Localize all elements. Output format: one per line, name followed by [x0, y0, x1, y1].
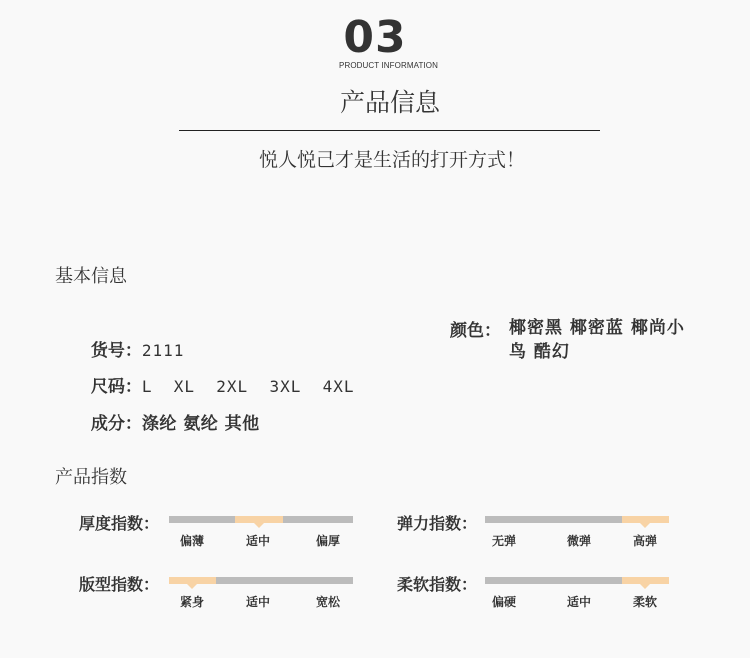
section-number: 03	[343, 12, 407, 63]
thickness-tick-low: 偏薄	[180, 534, 205, 548]
color-label: 颜色：	[450, 321, 501, 341]
indices-heading: 产品指数	[55, 467, 127, 488]
material-row	[79, 389, 260, 434]
softness-index-bar	[485, 577, 669, 584]
fit-tick-low: 紧身	[180, 595, 205, 609]
softness-tick-high: 柔软	[633, 595, 658, 609]
material-value: 涤纶 氨纶 其他	[141, 414, 260, 434]
softness-tick-low: 偏硬	[492, 595, 517, 609]
elasticity-tick-high: 高弹	[633, 534, 658, 548]
thickness-index-marker	[254, 523, 264, 528]
item-number-label: 货号：	[90, 341, 142, 361]
slogan: 悦人悦己才是生活的打开方式！	[258, 149, 525, 171]
fit-index-label: 版型指数：	[79, 575, 160, 594]
color-value: 椰密黑 椰密蓝 椰尚小鸟 酷幻	[509, 318, 685, 362]
size-value: L XL 2XL 3XL 4XL	[141, 377, 355, 396]
section-subtitle-en: PRODUCT INFORMATION	[339, 61, 438, 70]
softness-tick-mid: 适中	[567, 595, 592, 609]
softness-index-label: 柔软指数：	[397, 575, 478, 594]
material-label: 成分：	[90, 414, 142, 434]
softness-index-marker	[640, 584, 650, 589]
elasticity-tick-mid: 微弹	[567, 534, 592, 548]
elasticity-index-marker	[640, 523, 650, 528]
elasticity-index-highlight	[622, 516, 669, 523]
elasticity-index-bar	[485, 516, 669, 523]
softness-index-highlight	[622, 577, 669, 584]
elasticity-index-label: 弹力指数：	[397, 514, 478, 533]
elasticity-tick-low: 无弹	[492, 534, 517, 548]
basic-info-heading: 基本信息	[55, 266, 127, 287]
item-number-value: 2111	[141, 341, 185, 360]
fit-tick-high: 宽松	[316, 595, 341, 609]
fit-index-highlight	[169, 577, 216, 584]
thickness-tick-mid: 适中	[246, 534, 271, 548]
fit-index-bar	[169, 577, 353, 584]
fit-tick-mid: 适中	[246, 595, 271, 609]
title-divider	[179, 130, 600, 131]
page-title: 产品信息	[339, 88, 440, 117]
size-label: 尺码：	[90, 377, 142, 397]
thickness-index-bar	[169, 516, 353, 523]
thickness-tick-high: 偏厚	[316, 534, 341, 548]
fit-index-marker	[187, 584, 197, 589]
thickness-index-highlight	[235, 516, 283, 523]
thickness-index-label: 厚度指数：	[79, 514, 160, 533]
